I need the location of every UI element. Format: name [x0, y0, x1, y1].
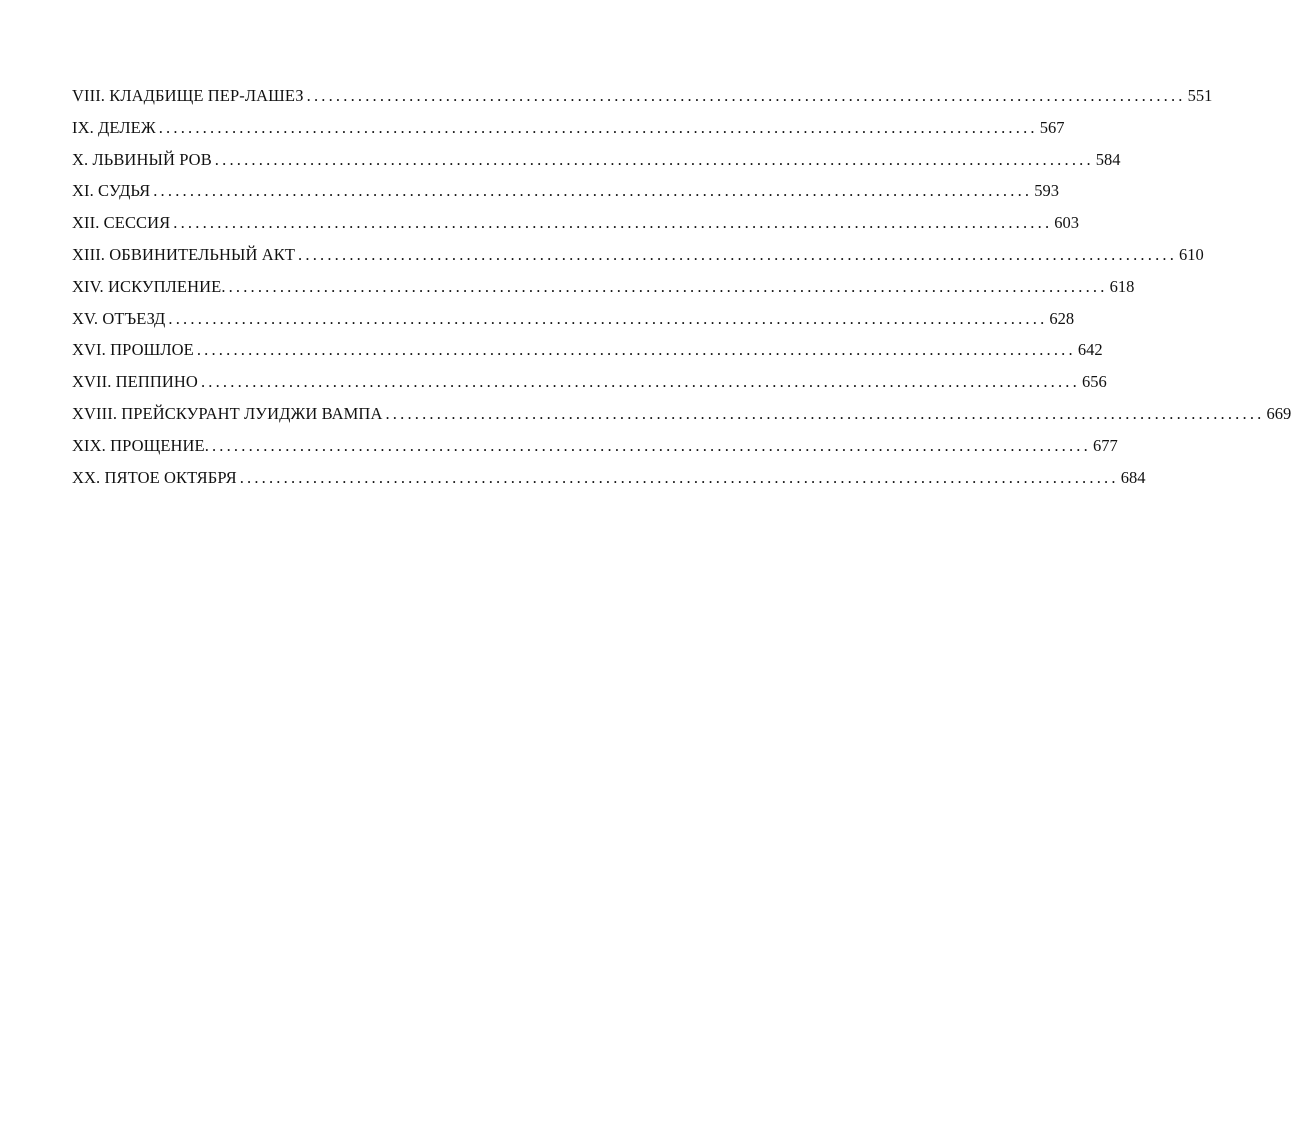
toc-entry-page: 584 [1095, 149, 1121, 169]
toc-entry-page: 618 [1109, 276, 1135, 296]
toc-entry-page: 684 [1120, 467, 1146, 487]
dot-leader: ........................................................................................................................ [214, 149, 1094, 169]
toc-entry [72, 276, 1135, 308]
toc-entry-title: XVIII. ПРЕЙСКУРАНТ ЛУИДЖИ ВАМПА [72, 403, 383, 423]
toc-entry [72, 117, 1065, 149]
dot-leader: ........................................................................................................................ [239, 467, 1119, 487]
dot-leader: ........................................................................................................................ [298, 244, 1178, 264]
toc-entry [72, 244, 1204, 276]
toc-entry [72, 467, 1146, 499]
table-of-contents [72, 85, 1291, 498]
toc-entry-title: VIII. КЛАДБИЩЕ ПЕР-ЛАШЕЗ [72, 86, 304, 105]
toc-entry [72, 371, 1107, 403]
toc-entry-title: XIV. ИСКУПЛЕНИЕ. [72, 276, 226, 296]
toc-entry [72, 435, 1118, 467]
toc-entry-title: XX. ПЯТОЕ ОКТЯБРЯ [72, 467, 237, 487]
toc-entry-title: XIX. ПРОЩЕНИЕ. [72, 435, 209, 455]
toc-entry-page: 656 [1081, 372, 1107, 392]
toc-entry-page: 610 [1179, 244, 1204, 264]
toc-entry-title: XVII. ПЕППИНО [72, 372, 198, 392]
toc-entry-page: 628 [1049, 308, 1075, 328]
toc-entry-title: X. ЛЬВИНЫЙ РОВ [72, 149, 212, 169]
toc-entry-title: XV. ОТЪЕЗД [72, 308, 166, 328]
dot-leader: ........................................................................................................................ [211, 435, 1091, 455]
dot-leader: ........................................................................................................................ [196, 340, 1076, 360]
toc-entry-title: XIII. ОБВИНИТЕЛЬНЫЙ АКТ [72, 244, 296, 264]
dot-leader: ........................................................................................................................ [153, 181, 1033, 201]
toc-entry-page: 593 [1034, 181, 1059, 201]
dot-leader: ........................................................................................................................ [168, 308, 1048, 328]
toc-entry [72, 339, 1103, 371]
toc-entry [72, 403, 1291, 435]
toc-entry-page: 642 [1077, 340, 1103, 360]
dot-leader: ........................................................................................................................ [173, 213, 1053, 233]
dot-leader: ........................................................................................................................ [158, 117, 1038, 137]
dot-leader: ........................................................................................................................ [200, 372, 1080, 392]
toc-entry-page: 669 [1266, 403, 1291, 423]
toc-entry [72, 308, 1075, 340]
toc-entry [72, 212, 1080, 244]
toc-entry-title: XI. СУДЬЯ [72, 181, 151, 201]
toc-entry-title: XVI. ПРОШЛОЕ [72, 340, 194, 360]
toc-entry-page: 551 [1187, 86, 1213, 105]
toc-entry-page: 567 [1039, 117, 1065, 137]
toc-entry-title: IX. ДЕЛЕЖ [72, 117, 156, 137]
dot-leader: ........................................................................................................................ [306, 86, 1186, 105]
toc-entry [72, 180, 1059, 212]
toc-entry-page: 677 [1092, 435, 1118, 455]
toc-entry-page: 603 [1054, 213, 1080, 233]
toc-entry [72, 85, 1213, 117]
toc-entry [72, 149, 1121, 181]
toc-entry-title: XII. СЕССИЯ [72, 213, 171, 233]
dot-leader: ........................................................................................................................ [385, 403, 1265, 423]
dot-leader: ........................................................................................................................ [228, 276, 1108, 296]
